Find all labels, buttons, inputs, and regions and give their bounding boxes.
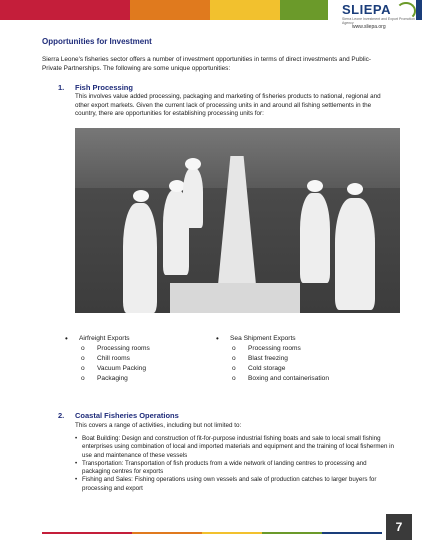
item1-body: This involves value added processing, packaging and marketing of fisheries products to national, regional and other export markets. Given the current lack of processing units in and around all fishing settlements in the country, there are opportunities for establishing processing units for: [75,93,381,117]
photo-worker-cap [347,183,363,195]
logo-wordmark: SLIEPA [342,2,391,17]
airfreight-item: Chill rooms [97,355,130,362]
photo-worker-cap [307,180,323,192]
list-item [75,460,395,477]
footer-stripe-orange [132,532,202,534]
circle-bullet-icon: o [232,345,236,352]
sea-shipment-item: Processing rooms [248,345,301,352]
stripe-red [0,0,130,20]
item2-bullet-list [75,435,395,493]
circle-bullet-icon: o [232,355,236,362]
sea-shipment-item: Blast freezing [248,355,288,362]
sea-shipment-column [216,334,329,384]
bullet-dot-icon: • [75,476,78,484]
bullet-dot-icon: • [75,459,78,467]
footer-stripe-yellow [202,532,262,534]
airfreight-item: Processing rooms [97,345,150,352]
bullet-text: Boat Building: Design and construction of fit-for-purpose industrial fishing boats and sale to local small fishing enterprises using combination of local and imported materials and equipment and the training of local fishermen in use and maintenance of these vessels [82,435,394,459]
fish-processing-photo [75,128,400,313]
sliepa-logo [328,0,416,36]
sea-shipment-item: Boxing and containerisation [248,375,330,382]
footer-stripe [42,532,382,534]
photo-worker [335,198,375,310]
photo-worker [300,193,330,283]
footer-stripe-green [262,532,322,534]
section-intro: Sierra Leone's fisheries sector offers a number of investment opportunities in terms of direct investments and Public-Private Partnerships. The following are some unique opportunities: [42,56,371,72]
list-item [75,476,395,493]
footer-stripe-blue [322,532,382,534]
bullet-text: Fishing and Sales: Fishing operations using own vessels and sale of production catches to larger buyers for processing and export [82,476,377,492]
circle-bullet-icon: o [81,345,85,352]
logo-tagline: Sierra Leone Investment and Export Promotion Agency [342,17,415,25]
bullet-dot-icon: • [75,435,78,442]
logo-url: www.sliepa.org [352,24,386,30]
photo-front-table [170,283,300,313]
airfreight-column [65,334,150,384]
item1-title: Fish Processing [75,83,133,92]
stripe-orange [130,0,210,20]
bullet-dot-icon: • [65,334,68,343]
footer-stripe-red [42,532,132,534]
page-number-badge: 7 [386,514,412,540]
photo-worker [183,168,203,228]
stripe-yellow [210,0,280,20]
section-title: Opportunities for Investment [42,37,152,46]
item2-number: 2. [58,411,65,420]
sea-shipment-item: Cold storage [248,365,286,372]
circle-bullet-icon: o [232,375,236,382]
airfreight-item: Vacuum Packing [97,365,146,372]
circle-bullet-icon: o [81,365,85,372]
airfreight-title: Airfreight Exports [79,335,130,342]
item2-intro: This covers a range of activities, including but not limited to: [75,422,242,429]
list-item [75,435,395,460]
circle-bullet-icon: o [81,375,85,382]
bullet-dot-icon: • [216,334,219,343]
sea-shipment-title: Sea Shipment Exports [230,335,296,342]
item1-number: 1. [58,83,65,92]
photo-worker-cap [185,158,201,170]
photo-worker [123,203,157,313]
photo-worker-cap [133,190,149,202]
item2-title: Coastal Fisheries Operations [75,411,179,420]
airfreight-item: Packaging [97,375,128,382]
bullet-text: Transportation: Transportation of fish products from a wide network of landing centres to processing and packaging centres for exports [82,459,367,476]
circle-bullet-icon: o [232,365,236,372]
circle-bullet-icon: o [81,355,85,362]
